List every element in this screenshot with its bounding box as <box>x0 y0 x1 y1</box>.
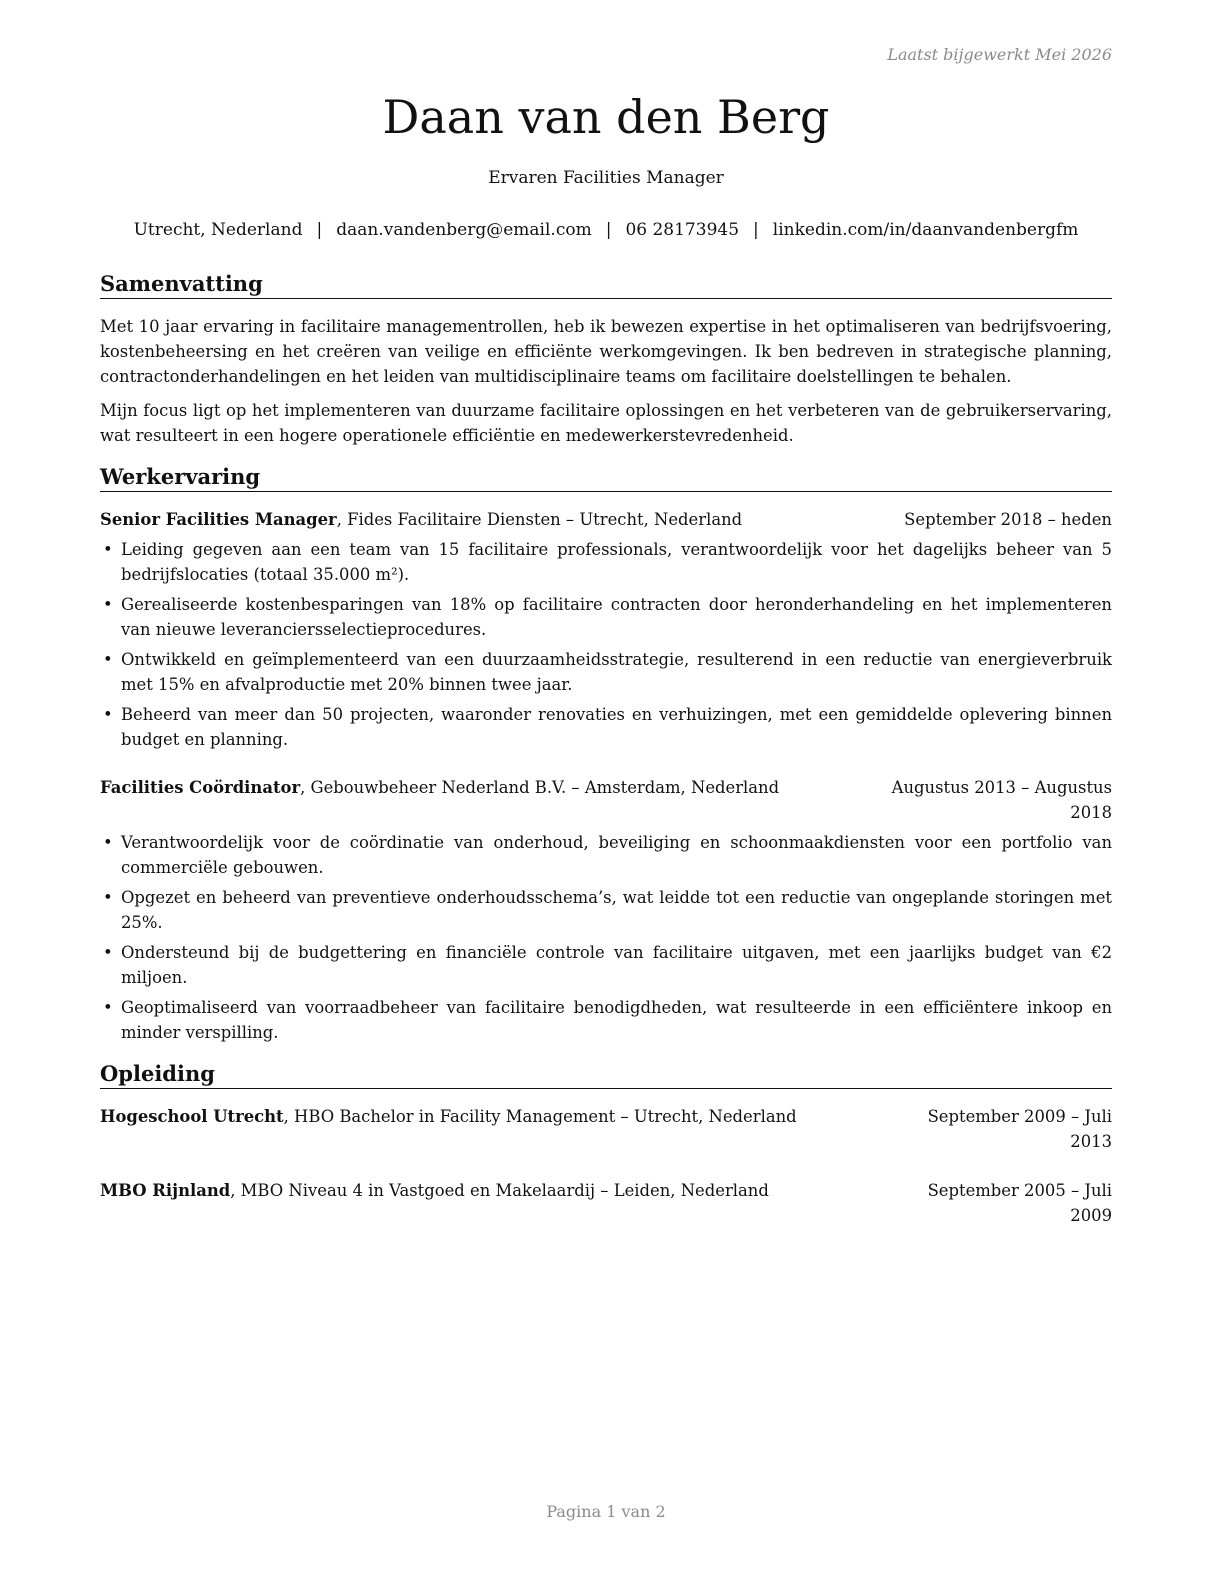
summary-paragraph: Mijn focus ligt op het implementeren van duurzame facilitaire oplossingen en het verbeteren van de gebruikerservaring, wat resulteert in een hogere operationele efficiëntie en medewerkerstevredenheid. <box>100 401 1112 445</box>
education-title-line <box>100 1178 769 1203</box>
contact-location: Utrecht, Nederland <box>133 220 303 240</box>
section-title-summary: Samenvatting <box>100 271 1112 299</box>
contact-separator: | <box>605 220 612 240</box>
summary-paragraph: Met 10 jaar ervaring in facilitaire managementrollen, heb ik bewezen expertise in het optimaliseren van bedrijfsvoering, kostenbeheersing en het creëren van veilige en efficiënte werkomgevingen. Ik ben bedreven in strategische planning, contractonderhandelingen en het leiden van multidisciplinaire teams om facilitaire doelstellingen te behalen. <box>100 317 1112 386</box>
bullet-icon: • <box>103 888 113 907</box>
candidate-name: Daan van den Berg <box>382 90 830 144</box>
job-company: , Fides Facilitaire Diensten – Utrecht, Nederland <box>336 510 743 529</box>
contact-linkedin[interactable]: linkedin.com/in/daanvandenbergfm <box>772 220 1079 240</box>
job-dates: September 2018 – heden <box>904 510 1112 529</box>
list-item: • Gerealiseerde kostenbesparingen van 18% op facilitaire contracten door heronderhandeling en het implementeren van nieuwe leveranciersselectieprocedures. <box>100 592 1112 642</box>
section-title-education: Opleiding <box>100 1061 1112 1089</box>
last-updated: Laatst bijgewerkt Mei 2026 <box>887 45 1112 64</box>
job-role: Senior Facilities Manager <box>100 510 337 529</box>
bullet-icon: • <box>103 595 113 614</box>
bullet-icon: • <box>103 833 113 852</box>
education-school: MBO Rijnland <box>100 1181 231 1200</box>
contact-line <box>100 220 1112 240</box>
job-bullets <box>100 830 1112 1050</box>
education-dates: September 2005 – Juli 2009 <box>927 1181 1112 1225</box>
contact-separator: | <box>316 220 323 240</box>
job-title-line <box>100 507 742 532</box>
list-item: • Beheerd van meer dan 50 projecten, waaronder renovaties en verhuizingen, met een gemiddelde oplevering binnen budget en planning. <box>100 702 1112 752</box>
bullet-icon: • <box>103 705 113 724</box>
education-degree: , HBO Bachelor in Facility Management – Utrecht, Nederland <box>283 1107 797 1126</box>
section-title-experience: Werkervaring <box>100 464 1112 492</box>
job-bullets <box>100 537 1112 757</box>
contact-phone[interactable]: 06 28173945 <box>625 220 740 240</box>
education-school: Hogeschool Utrecht <box>100 1107 284 1126</box>
list-item: • Ontwikkeld en geïmplementeerd van een duurzaamheidsstrategie, resulterend in een reductie van energieverbruik met 15% en afvalproductie met 20% binnen twee jaar. <box>100 647 1112 697</box>
job-dates: Augustus 2013 – Augustus 2018 <box>891 778 1112 822</box>
list-item: • Opgezet en beheerd van preventieve onderhoudsschema’s, wat leidde tot een reductie van ongeplande storingen met 25%. <box>100 885 1112 935</box>
education-dates: September 2009 – Juli 2013 <box>927 1107 1112 1151</box>
candidate-headline: Ervaren Facilities Manager <box>488 168 724 188</box>
list-item: • Ondersteund bij de budgettering en financiële controle van facilitaire uitgaven, met een jaarlijks budget van €2 miljoen. <box>100 940 1112 990</box>
education-degree: , MBO Niveau 4 in Vastgoed en Makelaardij – Leiden, Nederland <box>230 1181 769 1200</box>
bullet-icon: • <box>103 540 113 559</box>
job-role: Facilities Coördinator <box>100 778 301 797</box>
bullet-icon: • <box>103 998 113 1017</box>
contact-separator: | <box>753 220 759 240</box>
bullet-icon: • <box>103 943 113 962</box>
job-title-line <box>100 775 779 800</box>
page-number: Pagina 1 van 2 <box>546 1502 666 1521</box>
list-item: • Geoptimaliseerd van voorraadbeheer van facilitaire benodigdheden, wat resulteerde in een efficiëntere inkoop en minder verspilling. <box>100 995 1112 1045</box>
contact-email[interactable]: daan.vandenberg@email.com <box>336 220 592 240</box>
job-company: , Gebouwbeheer Nederland B.V. – Amsterdam, Nederland <box>300 778 780 797</box>
list-item: • Leiding gegeven aan een team van 15 facilitaire professionals, verantwoordelijk voor het dagelijks beheer van 5 bedrijfslocaties (totaal 35.000 m²). <box>100 537 1112 587</box>
list-item: • Verantwoordelijk voor de coördinatie van onderhoud, beveiliging en schoonmaakdiensten voor een portfolio van commerciële gebouwen. <box>100 830 1112 880</box>
bullet-icon: • <box>103 650 113 669</box>
education-title-line <box>100 1104 797 1129</box>
resume-page <box>100 0 1112 1584</box>
